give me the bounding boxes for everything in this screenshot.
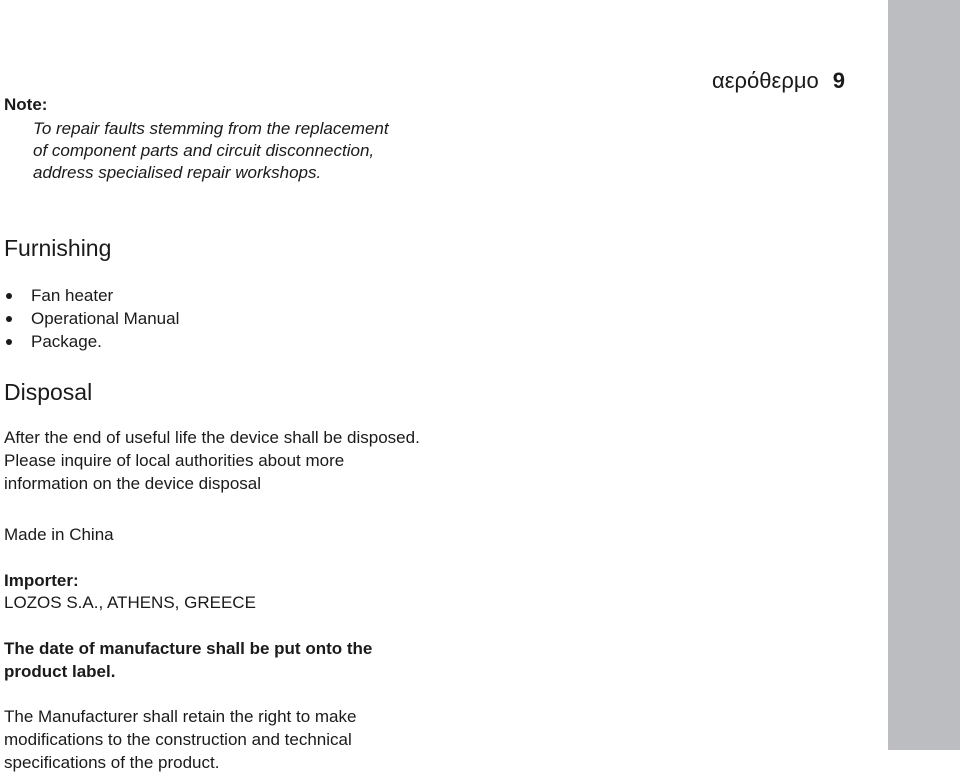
disposal-heading: Disposal (4, 379, 93, 405)
product-name: αερόθερμο (712, 68, 819, 93)
disposal-text: After the end of useful life the device shall be disposed. Please inquire of local authorities about more information on the device disposal (4, 428, 420, 493)
note-block (4, 94, 444, 184)
bullet-icon (6, 293, 12, 299)
furnishing-list (4, 284, 179, 353)
list-item (4, 307, 179, 330)
importer-label: Importer: (4, 571, 79, 590)
side-tab-bar (888, 0, 960, 750)
list-item (4, 330, 179, 353)
bullet-icon (6, 316, 12, 322)
manufacture-date-note: The date of manufacture shall be put onto the product label. (4, 639, 373, 681)
bullet-icon (6, 339, 12, 345)
list-item-label: Package. (31, 332, 102, 351)
page-number: 9 (832, 68, 845, 93)
furnishing-heading: Furnishing (4, 235, 112, 261)
page-content (4, 94, 444, 772)
list-item (4, 284, 179, 307)
importer-name: LOZOS S.A., ATHENS, GREECE (4, 593, 256, 612)
page-header (712, 68, 845, 94)
note-label: Note: (4, 95, 48, 114)
note-text: To repair faults stemming from the replacement of component parts and circuit disconnection, address specialised repair workshops. (33, 119, 389, 182)
origin-text: Made in China (4, 525, 114, 544)
list-item-label: Operational Manual (31, 309, 180, 328)
list-item-label: Fan heater (31, 286, 114, 305)
modifications-note: The Manufacturer shall retain the right to make modifications to the construction and technical specifications of the product. (4, 707, 357, 772)
